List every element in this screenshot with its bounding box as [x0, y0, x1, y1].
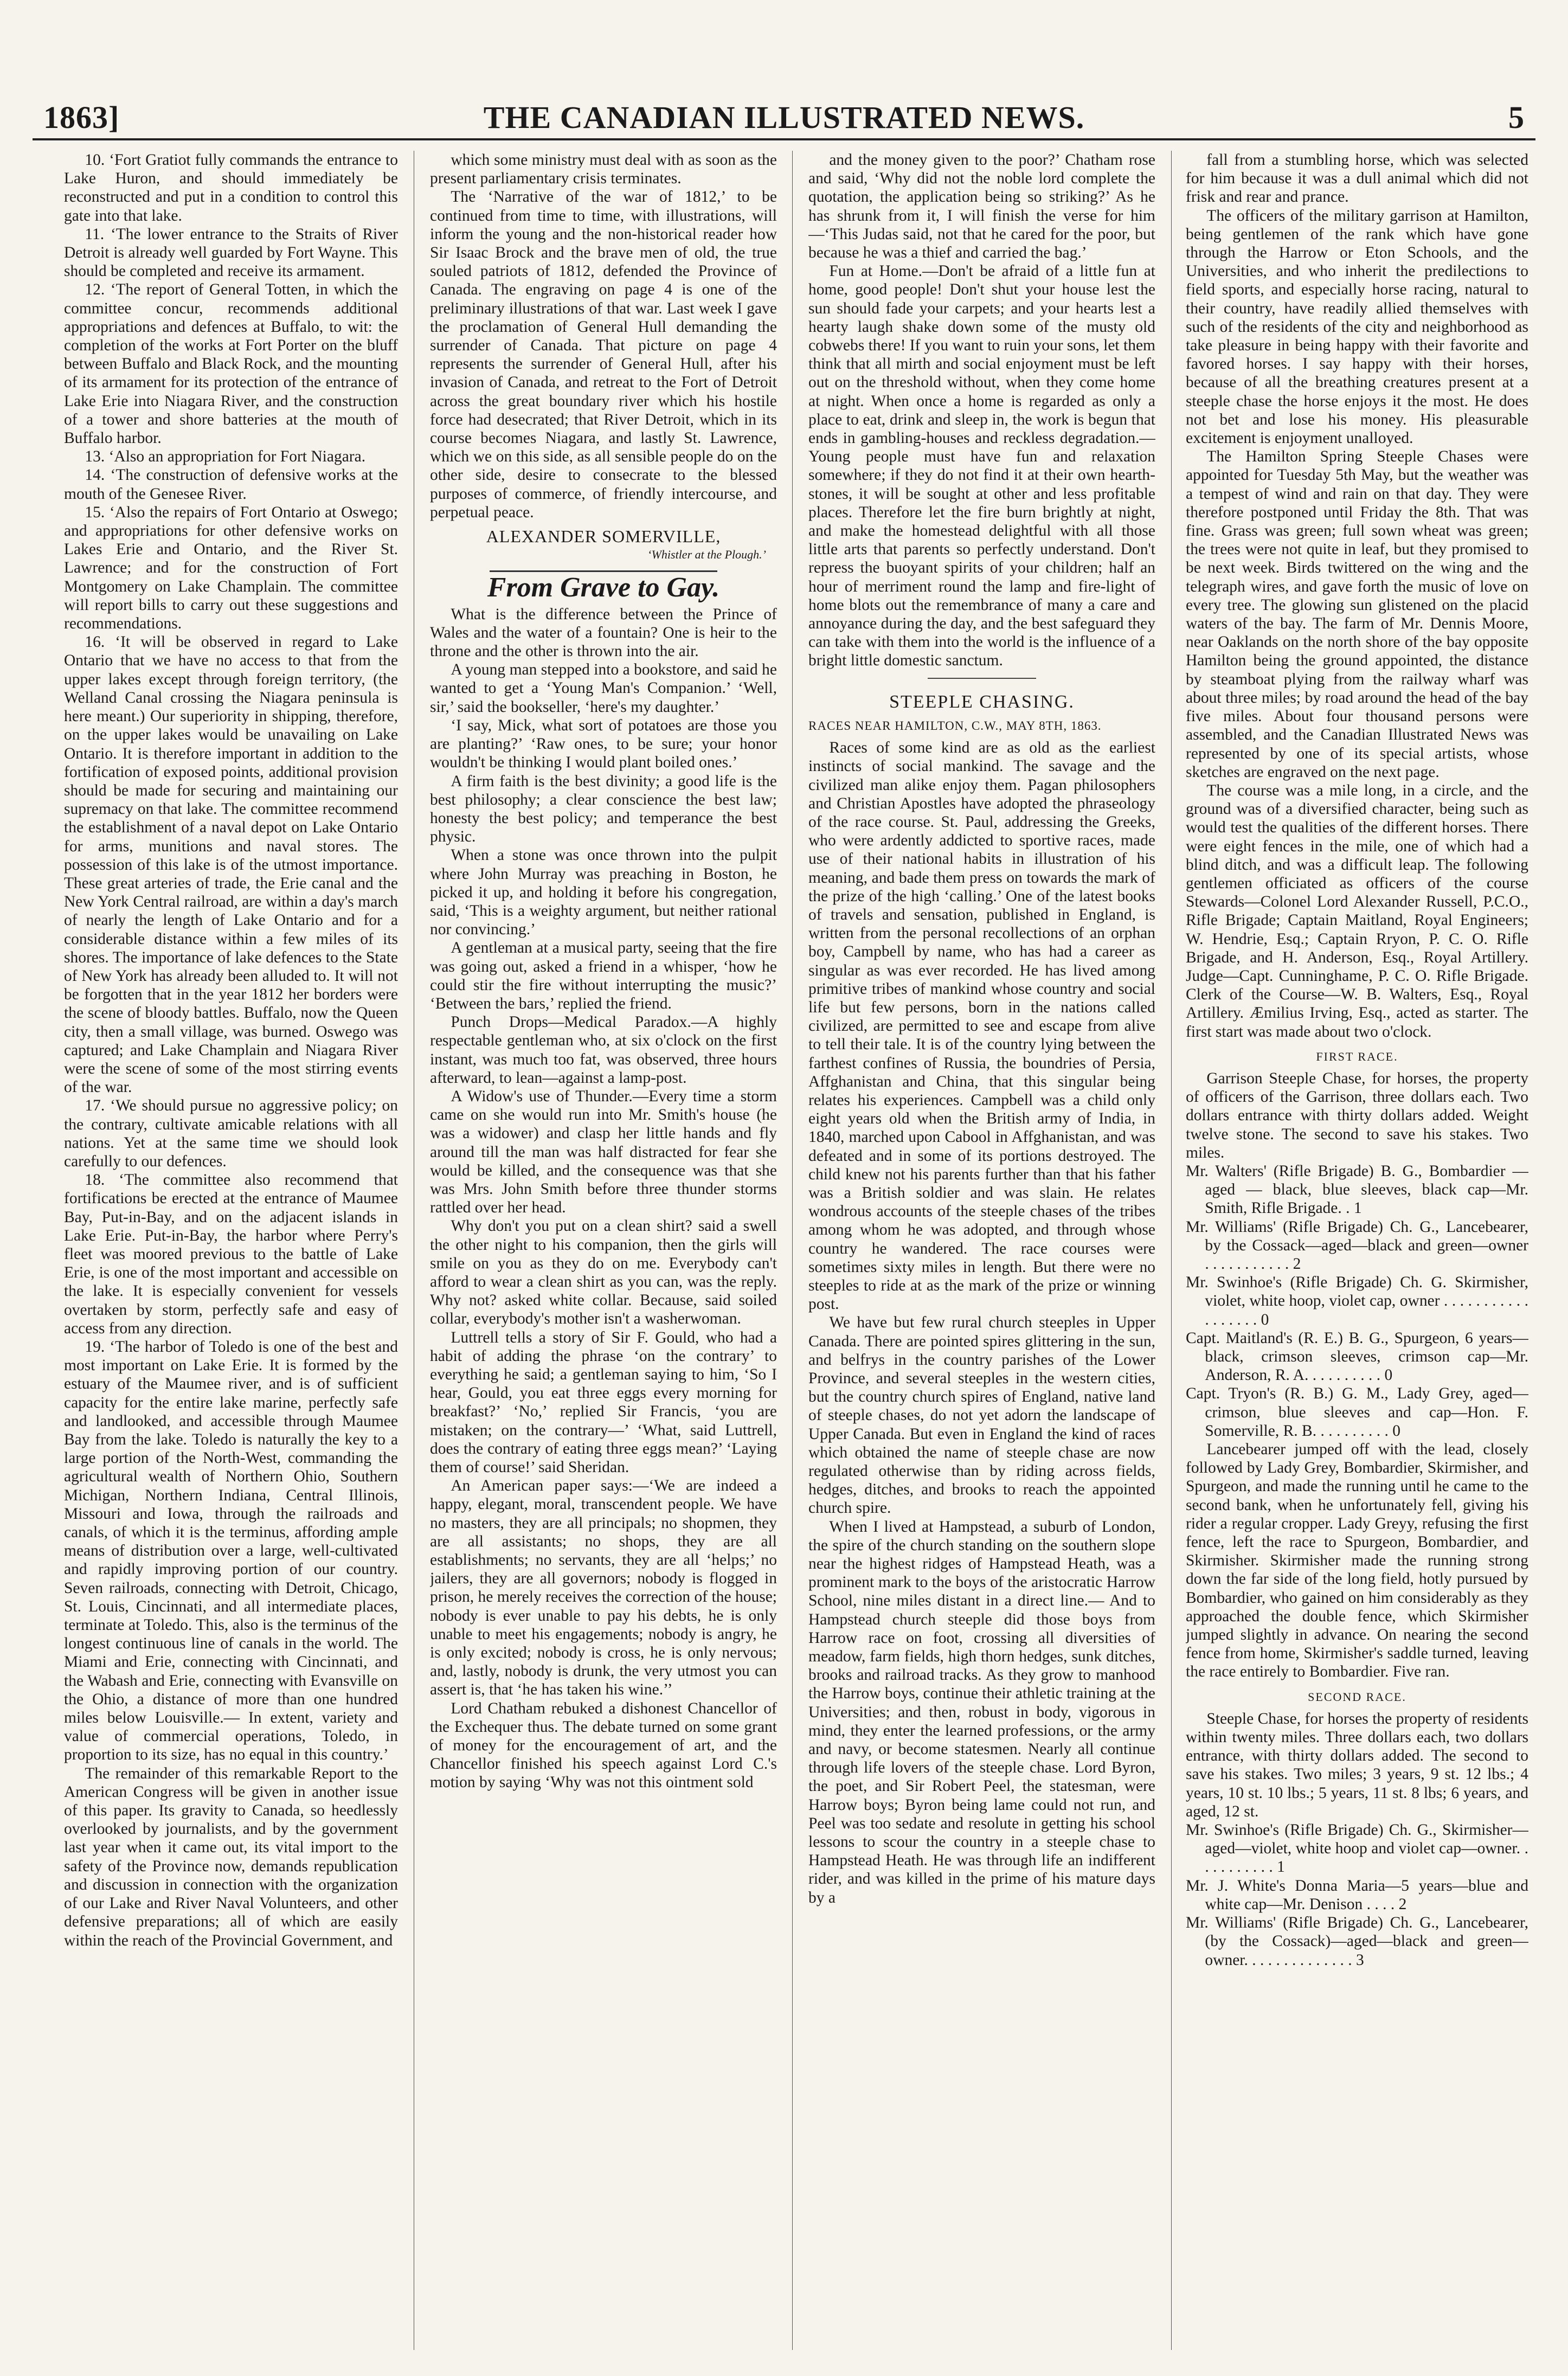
column-2	[430, 151, 777, 2350]
paragraph: The course was a mile long, in a circle, and the ground was of a diversified character, being such as would test the qualities of the different horses. There were eight fences in the mile, one of which had a blind ditch, and was a difficult leap. The following gentlemen officiated as officers of the course Stewards—Colonel Lord Alexander Russell, P.C.O., Rifle Brigade; Captain Maitland, Royal Engineers; W. Hendrie, Esq.; Captain Rryon, P. C. O. Rifle Brigade, and H. Anderson, Esq., Royal Artillery. Judge—Capt. Cunninghame, P. C. O. Rifle Brigade. Clerk of the Course—W. B. Walters, Esq., Royal Artillery. Æmilius Irving, Esq., acted as starter. The first start was made about two o'clock.	[1186, 781, 1528, 1041]
paragraph: 13. ‘Also an appropriation for Fort Niagara.	[85, 448, 366, 466]
race-entry: Capt. Maitland's (R. E.) B. G., Spurgeon, 6 years—black, crimson sleeves, crimson cap—Mr. Anderson, R. A. . . . . . . . . . 0	[1186, 1329, 1528, 1384]
race-conditions: Garrison Steeple Chase, for horses, the property of officers of the Garrison, three dollars each. Two dollars entrance with thirty dollars added. Weight twelve stone. The second to save his stakes. Two miles.	[1186, 1069, 1528, 1161]
race-entry: Mr. Williams' (Rifle Brigade) Ch. G., Lancebearer, by the Cossack—aged—black and green—owner . . . . . . . . . . . 2	[1186, 1218, 1528, 1273]
section-heading-steeple-chasing: STEEPLE CHASING.	[889, 691, 1075, 712]
paragraph: 12. ‘The report of General Totten, in which the committee concur, recommends additional appropriations and defences at Buffalo, to wit: the completion of the works at Fort Porter on the bluff between Buffalo and Black Rock, and the mounting of its armament for its protection of the entrance of Lake Erie into Niagara River, and the construction of a tower and shore batteries at the mouth of Buffalo harbor.	[64, 281, 398, 447]
race-entry: Mr. Swinhoe's (Rifle Brigade) Ch. G. Skirmisher, violet, white hoop, violet cap, owner . . . . . . . . . . . . . . . . . . 0	[1186, 1274, 1528, 1328]
paragraph: The officers of the military garrison at Hamilton, being gentlemen of the rank which have gone through the Harrow or Eton Schools, and the Universities, and who inherit the predilections to field sports, and especially horse racing, natural to their country, have readily allied themselves with such of the residents of the city and neighborhood as take pleasure in being happy with their favorite and favored horses. I say happy with their horses, because of all the breathing creatures present at a steeple chase the horse enjoys it the most. He does not bet and lose his money. His pleasurable excitement is enjoyment unalloyed.	[1186, 207, 1528, 447]
issue-year: 1863]	[43, 100, 120, 135]
paragraph: The Hamilton Spring Steeple Chases were appointed for Tuesday 5th May, but the weather was a tempest of wind and rain on that day. They were therefore postponed until Friday the 8th. That was fine. Grass was green; full sown wheat was green; the trees were not quite in leaf, but they promised to be next week. Birds twittered on the wing and the telegraph wires, and gave forth the music of love on every tree. The glowing sun glistened on the placid waters of the bay. The farm of Mr. Dennis Moore, near Oaklands on the north shore of the bay opposite Hamilton being the ground appointed, the distance by steamboat plying from the railway wharf was about three miles; by road around the head of the bay five miles. About four thousand persons were assembled, and the Canadian Illustrated News was represented by one of its special artists, whose sketches are engraved on the next page.	[1186, 448, 1528, 781]
paragraph: A firm faith is the best divinity; a good life is the best philosophy; a clear conscience the best law; honesty the best policy; and temperance the best physic.	[430, 772, 777, 846]
paragraph: 14. ‘The construction of defensive works at the mouth of the Genesee River.	[64, 466, 398, 503]
race-report: Lancebearer jumped off with the lead, closely followed by Lady Grey, Bombardier, Skirmisher, and Spurgeon, and made the running until he came to the second bank, when he unfortunately fell, giving his rider a regular cropper. Lady Greyy, refusing the first fence, left the race to Spurgeon, Bombardier, and Skirmisher. Skirmisher made the running strong down the far side of the long field, hotly pursued by Bombardier, who gained on him considerably as they approached the double fence, which Skirmisher jumped slightly in advance. On nearing the second fence from home, Skirmisher's saddle turned, leaving the race entirely to Bombardier. Five ran.	[1186, 1441, 1528, 1681]
paragraph: 16. ‘It will be observed in regard to Lake Ontario that we have no access to that from the upper lakes except through foreign territory, (the Welland Canal crossing the Niagara peninsula is here meant.) Our superiority in shipping, therefore, on the upper lakes would be unavailing on Lake Ontario. It is therefore important in addition to the fortification of exposed points, additional provision should be made for securing and maintaining our supremacy on that lake. The committee recommend the establishment of a naval depot on Lake Ontario for arms, munitions and naval stores. The possession of this lake is of the utmost importance. These great arteries of trade, the Erie canal and the New York Central railroad, are within a day's march of nearly the length of Lake Ontario and for a considerable distance within a few miles of its shores. The importance of lake defences to the State of New York has already been alluded to. It will not be forgotten that in the year 1812 her borders were the scene of bloody battles. Buffalo, now the Queen city, then a small village, was burned. Oswego was captured; and Lake Champlain and Niagara River were the scene of some of the most stirring events of the war.	[64, 633, 398, 1096]
race-entry: Mr. Swinhoe's (Rifle Brigade) Ch. G., Skirmisher—aged—violet, white hoop and violet cap—owner. . . . . . . . . . . 1	[1186, 1821, 1528, 1876]
paragraph: fall from a stumbling horse, which was selected for him because it was a dull animal which did not frisk and rear and prance.	[1186, 151, 1528, 206]
paragraph: What is the difference between the Prince of Wales and the water of a fountain? One is heir to the throne and the other is thrown into the air.	[430, 605, 777, 660]
author-pseudonym: ‘Whistler at the Plough.’	[647, 548, 766, 562]
column-3	[808, 151, 1155, 2350]
paragraph: When I lived at Hampstead, a suburb of London, the spire of the church standing on the southern slope near the highest ridges of Hampstead Heath, was a prominent mark to the boys of the aristocratic Harrow School, nine miles distant in a direct line.— And to Hampstead church steeple did those boys from Harrow race on foot, crossing all diversities of meadow, farm fields, high thorn hedges, sunk ditches, brooks and railroad tracks. As they grow to manhood the Harrow boys, continue their athletic training at the Universities; and then, robust in body, vigorous in mind, they enter the learned professions, or the army and navy, or become statesmen. Nearly all continue through life lovers of the steeple chase. Lord Byron, the poet, and Sir Robert Peel, the statesman, were Harrow boys; Byron being lame could not run, and Peel was too sedate and resolute in getting his school lessons to scour the country in a steeple chase to Hampstead Heath. He was through life an indifferent rider, and was killed in the prime of his mature days by a	[808, 1518, 1155, 1906]
paragraph: An American paper says:—‘We are indeed a happy, elegant, moral, transcendent people. We have no masters, they are all principals; no shopmen, they are all assistants; no shops, they are all establishments; no servants, they are all ‘helps;’ no jailers, they are all governors; nobody is flogged in prison, he merely receives the correction of the house; nobody is ever unable to pay his debts, he is only unable to meet his engagements; nobody is angry, he is only excited; nobody is cross, he is only nervous; and, lastly, nobody is drunk, the very utmost you can assert is, that ‘he has taken his wine.’’	[430, 1477, 777, 1699]
race-entry: Mr. Walters' (Rifle Brigade) B. G., Bombardier — aged — black, blue sleeves, black cap—Mr. Smith, Rifle Brigade. . 1	[1186, 1162, 1528, 1217]
paragraph: 11. ‘The lower entrance to the Straits of River Detroit is already well guarded by Fort Wayne. This should be completed and receive its armament.	[64, 225, 398, 280]
dateline: RACES NEAR HAMILTON, C.W., MAY 8TH, 1863.	[808, 718, 1102, 733]
race-entry: Capt. Tryon's (R. B.) G. M., Lady Grey, aged—crimson, blue sleeves and cap—Hon. F. Somerville, R. B. . . . . . . . . . 0	[1186, 1385, 1528, 1440]
paragraph: Why don't you put on a clean shirt? said a swell the other night to his companion, then the girls will smile on you as they do on me. Everybody can't afford to wear a clean shirt as you can, was the reply. Why not? asked white collar. Because, said soiled collar, everybody's mother isn't a washerwoman.	[430, 1217, 777, 1328]
paragraph: 19. ‘The harbor of Toledo is one of the best and most important on Lake Erie. It is formed by the estuary of the Maumee river, and is of sufficient capacity for the entire lake marine, perfectly safe and landlooked, and accessible through Maumee Bay from the lake. Toledo is naturally the key to a large portion of the North-West, commanding the agricultural wealth of Northern Ohio, Southern Michigan, Northern Indiana, Central Illinois, Missouri and Iowa, through the railroads and canals, of which it is the terminus, affording ample means of distribution over a large, well-cultivated and rapidly improving portion of our country. Seven railroads, connecting with Detroit, Chicago, St. Louis, Cincinnati, and all intermediate places, terminate at Toledo. This, also is the terminus of the longest continuous line of canals in the world. The Miami and Erie, connecting with Cincinnati, and the Wabash and Erie, connecting with Evansville on the Ohio, a distance of more than one hundred miles below Louisville.— In extent, variety and value of commercial operations, Toledo, in proportion to its size, has no equal in this country.’	[64, 1338, 398, 1764]
paragraph: and the money given to the poor?’ Chatham rose and said, ‘Why did not the noble lord complete the quotation, the application being so striking?’ As he has shrunk from it, I will finish the verse for him—‘This Judas said, not that he cared for the poor, but because he was a thief and carried the bag.’	[808, 151, 1155, 262]
paragraph: Punch Drops—Medical Paradox.—A highly respectable gentleman who, at six o'clock on the first instant, was much too fat, was observed, three hours afterward, to lean—against a lamp-post.	[430, 1013, 777, 1087]
newspaper-title: THE CANADIAN ILLUSTRATED NEWS.	[483, 100, 1085, 135]
column-1	[64, 151, 398, 2350]
paragraph: ‘I say, Mick, what sort of potatoes are those you are planting?’ ‘Raw ones, to be sure; your honor wouldn't be thinking I would plant boiled ones.’	[430, 716, 777, 772]
page-number: 5	[1508, 100, 1525, 135]
paragraph: 18. ‘The committee also recommend that fortifications be erected at the entrance of Maumee Bay, Put-in-Bay, and on the adjacent islands in Lake Erie. Put-in-Bay, the harbor where Perry's fleet was moored previous to the battle of Lake Erie, is one of the most important and accessible on the lake. It is especially convenient for vessels overtaken by storm, perfectly safe and easy of access from any direction.	[64, 1171, 398, 1337]
paragraph: 15. ‘Also the repairs of Fort Ontario at Oswego; and appropriations for other defensive works on Lakes Erie and Ontario, and the River St. Lawrence; and for the construction of Fort Montgomery on Lake Champlain. The committee will report bills to carry out these suggestions and recommendations.	[64, 503, 398, 633]
race-heading-first: FIRST RACE.	[1316, 1049, 1398, 1063]
paragraph: The remainder of this remarkable Report to the American Congress will be given in another issue of this paper. Its gravity to Canada, so heedlessly overlooked by journalists, and by the government last year when it came out, its vital import to the safety of the Province now, demands republication and discussion in connection with the organization of our Lake and River Naval Volunteers, and other defensive preparations; all of which are easily within the reach of the Provincial Government, and	[64, 1764, 398, 1949]
column-rule	[792, 151, 793, 2350]
paragraph: Fun at Home.—Don't be afraid of a little fun at home, good people! Don't shut your house lest the sun should fade your carpets; and your hearts lest a hearty laugh shake down some of the musty old cobwebs there! If you want to ruin your sons, let them think that all mirth and social enjoyment must be left out on the threshold without, when they come home at night. When once a home is regarded as only a place to eat, drink and sleep in, the work is begun that ends in gambling-houses and reckless degradation.— Young people must have fun and relaxation somewhere; if they do not find it at their own hearth-stones, it will be sought at other and less profitable places. Therefore let the fire burn brightly at night, and make the homestead delightful with all those little arts that parents so perfectly understand. Don't repress the buoyant spirits of your children; half an hour of merriment round the lamp and fire-light of home blots out the remembrance of many a care and annoyance during the day, and the best safeguard they can take with them into the world is the influence of a bright little domestic sanctum.	[808, 262, 1155, 670]
race-heading-second: SECOND RACE.	[1308, 1690, 1406, 1704]
paragraph: A gentleman at a musical party, seeing that the fire was going out, asked a friend in a whisper, ‘how he could stir the fire without interrupting the music?’ ‘Between the bars,’ replied the friend.	[430, 939, 777, 1012]
paragraph: When a stone was once thrown into the pulpit where John Murray was preaching in Boston, he picked it up, and holding it before his congregation, said, ‘This is a weighty argument, but neither rational nor convincing.’	[430, 846, 777, 939]
paragraph: We have but few rural church steeples in Upper Canada. There are pointed spires glittering in the sun, and belfrys in the country parishes of the Lower Province, and several steeples in the western cities, but the country church spires of England, native land of steeple chases, do not yet adorn the landscape of Upper Canada. But even in England the kind of races which obtained the name of steeple chase are now regulated otherwise than by riding across fields, hedges, ditches, and brooks to reach the appointed church spire.	[808, 1314, 1155, 1517]
paragraph: 17. ‘We should pursue no aggressive policy; on the contrary, cultivate amicable relations with all nations. Yet at the same time we should look carefully to our defences.	[64, 1097, 398, 1170]
paragraph: Races of some kind are as old as the earliest instincts of social mankind. The savage and the civilized man alike enjoy them. Pagan philosophers and Christian Apostles have adopted the phraseology of the race course. St. Paul, addressing the Greeks, who were ardently addicted to sportive races, made use of their national habits in illustration of his meaning, and bade them press on towards the mark of the prize of the high ‘calling.’ One of the latest books of travels and sensation, published in England, is written from the personal recollections of an orphan boy, Campbell by name, who has had a career as singular as was ever recorded. He has lived among primitive tribes of mankind whose country and social life but few persons, born in the nations called civilized, are permitted to see and escape from alive to tell their tale. It is of the country lying between the farthest confines of Russia, the boundries of Persia, Affghanistan and China, that this singular being relates his experiences. Campbell was a child only eight years old when the British army of India, in 1840, marched upon Cabool in Affghanistan, and was defeated and in some of its portions destroyed. The child knew not his parents further than that his father was a British soldier and was slain. He relates wondrous accounts of the steeple chases of the tribes among whom he was adopted, and through whose country he wandered. The race courses were sometimes sixty miles in length. But there were no steeples to ride at as the mark of the prize or winning post.	[808, 739, 1155, 1313]
masthead	[33, 95, 1535, 140]
paragraph: The ‘Narrative of the war of 1812,’ to be continued from time to time, with illustrations, will inform the young and the non-historical reader how Sir Isaac Brock and the brave men of old, the true souled patriots of 1812, defended the Province of Canada. The engraving on page 4 is one of the preliminary illustrations of that war. Last week I gave the proclamation of General Hull demanding the surrender of Canada. That picture on page 4 represents the surrender of General Hull, after his invasion of Canada, and retreat to the Fort of Detroit across the great boundary river which his hostile force had desecrated; that River Detroit, which in its course becomes Niagara, and lastly St. Lawrence, which we on this side, as all sensible people do on the other side, desire to consecrate to the blessed purposes of commerce, of friendly intercourse, and perpetual peace.	[430, 188, 777, 521]
section-heading-grave-to-gay: From Grave to Gay.	[487, 572, 720, 603]
race-conditions: Steeple Chase, for horses the property of residents within twenty miles. Three dollars each, two dollars entrance, with thirty dollars added. The second to save his stakes. Two miles; 3 years, 9 st. 12 lbs.; 4 years, 10 st. 10 lbs.; 5 years, 11 st. 8 lbs; 6 years, and aged, 12 st.	[1186, 1710, 1528, 1820]
author-signature: ALEXANDER SOMERVILLE,	[486, 526, 721, 547]
column-rule	[1171, 151, 1172, 2350]
paragraph: Luttrell tells a story of Sir F. Gould, who had a habit of adding the phrase ‘on the contrary’ to everything he said; a gentleman saying to him, ‘So I hear, Gould, you eat three eggs every morning for breakfast?’ ‘No,’ replied Sir Francis, ‘you are mistaken; on the contrary—’ ‘What, said Luttrell, does the contrary of eating three eggs mean?’ ‘Laying them of course!’ said Sheridan.	[430, 1328, 777, 1476]
paragraph: Lord Chatham rebuked a dishonest Chancellor of the Exchequer thus. The debate turned on some grant of money for the encouragement of art, and the Chancellor finished his speech against Lord C.'s motion by saying ‘Why was not this ointment sold	[430, 1699, 777, 1791]
column-4	[1186, 151, 1528, 2350]
race-entry: Mr. Williams' (Rifle Brigade) Ch. G., Lancebearer, (by the Cossack)—aged—black and green—owner. . . . . . . . . . . . . . 3	[1186, 1914, 1528, 1969]
paragraph: 10. ‘Fort Gratiot fully commands the entrance to Lake Huron, and should immediately be reconstructed and put in a condition to control this gate into that lake.	[64, 151, 398, 224]
section-divider	[928, 678, 1036, 679]
paragraph: A young man stepped into a bookstore, and said he wanted to get a ‘Young Man's Companion.’ ‘Well, sir,’ said the bookseller, ‘here's my daughter.’	[430, 661, 777, 716]
paragraph: A Widow's use of Thunder.—Every time a storm came on she would run into Mr. Smith's house (he was a widower) and clasp her little hands and fly around till the man was half distracted for fear she would be killed, and the consequence was that she was Mrs. John Smith before three thunder storms rattled over her head.	[430, 1087, 777, 1217]
paragraph: which some ministry must deal with as soon as the present parliamentary crisis terminates.	[430, 151, 777, 188]
race-entry: Mr. J. White's Donna Maria—5 years—blue and white cap—Mr. Denison . . . . 2	[1186, 1877, 1528, 1913]
